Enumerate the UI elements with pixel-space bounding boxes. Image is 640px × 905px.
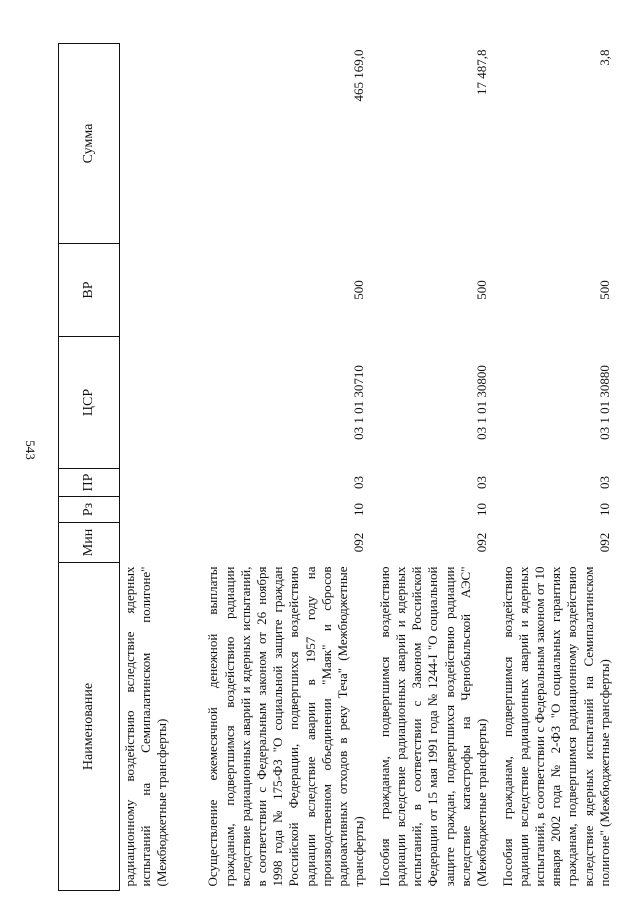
table-row bbox=[120, 44, 200, 891]
row-sum: 3,8 bbox=[596, 49, 612, 66]
row-sum: 465 169,0 bbox=[351, 49, 367, 102]
header-rz: Рз bbox=[59, 497, 120, 523]
row-name: Осуществление ежемесячной денежной выплаты гражданам, подвергшимся воздействию радиации вследствие радиационных аварий и ядерных испытаний, в соответствии с Федеральным законом от 26 ноября 1998 года № 175-ФЗ "О социальной защите граждан Российской Федерации, подвергшихся воздействию радиации вследствие аварии в 1957 году на производственном объединении "Маяк" и сбросов радиоактивных отходов в реку Теча" (Межбюджетные трансферты) bbox=[205, 566, 367, 887]
row-sum bbox=[120, 44, 200, 244]
row-vr: 500 bbox=[351, 280, 367, 300]
row-pr: 03 bbox=[596, 476, 612, 489]
row-min: 092 bbox=[474, 532, 489, 553]
table-row bbox=[371, 44, 494, 891]
row-sum: 17 487,8 bbox=[474, 49, 489, 95]
table-row bbox=[200, 44, 372, 891]
header-vr: ВР bbox=[59, 244, 120, 337]
header-csr: ЦСР bbox=[59, 337, 120, 469]
row-min bbox=[120, 523, 200, 563]
row-rz: 10 bbox=[474, 503, 489, 516]
header-pr: ПР bbox=[59, 469, 120, 497]
header-name: Наименование bbox=[59, 563, 120, 891]
row-name: Пособия гражданам, подвергшимся воздействию радиации вследствие радиационных аварий и ядерных испытаний, в соответствии с Законом Российской Федерации от 15 мая 1991 года № 1244-I "О социальной защите граждан, подвергшихся воздействию радиации вследствие катастрофы на Чернобыльской АЭС" (Межбюджетные трансферты) bbox=[376, 566, 489, 887]
row-name: радиационному воздействию вследствие ядерных испытаний на Семипалатинском полигоне" (Межбюджетные трансферты) bbox=[122, 566, 170, 887]
row-pr bbox=[120, 469, 200, 497]
row-vr bbox=[120, 244, 200, 337]
row-rz: 10 bbox=[351, 503, 367, 516]
row-csr: 03 1 01 30800 bbox=[474, 365, 489, 440]
header-sum: Сумма bbox=[59, 44, 120, 244]
row-pr: 03 bbox=[474, 476, 489, 489]
row-name: Пособия гражданам, подвергшимся воздействию радиации вследствие радиационных аварий и ядерных испытаний, в соответствии с Федеральным законом от 10 января 2002 года № 2-ФЗ "О социальных гарантиях гражданам, подвергшимся радиационному воздействию вследствие ядерных испытаний на Семипалатинском полигоне" (Межбюджетные трансферты) bbox=[499, 566, 612, 887]
header-row bbox=[59, 44, 120, 891]
row-csr bbox=[120, 337, 200, 469]
row-min: 092 bbox=[596, 532, 612, 553]
header-min: Мин bbox=[59, 523, 120, 563]
page-number: 543 bbox=[23, 440, 38, 460]
row-csr: 03 1 01 30710 bbox=[351, 365, 367, 440]
budget-table bbox=[58, 43, 617, 891]
row-rz: 10 bbox=[596, 503, 612, 516]
row-rz bbox=[120, 497, 200, 523]
row-csr: 03 1 01 30880 bbox=[596, 365, 612, 440]
table-row bbox=[494, 44, 617, 891]
row-min: 092 bbox=[351, 532, 367, 553]
row-vr: 500 bbox=[474, 280, 489, 300]
row-vr: 500 bbox=[596, 280, 612, 300]
row-pr: 03 bbox=[351, 476, 367, 489]
